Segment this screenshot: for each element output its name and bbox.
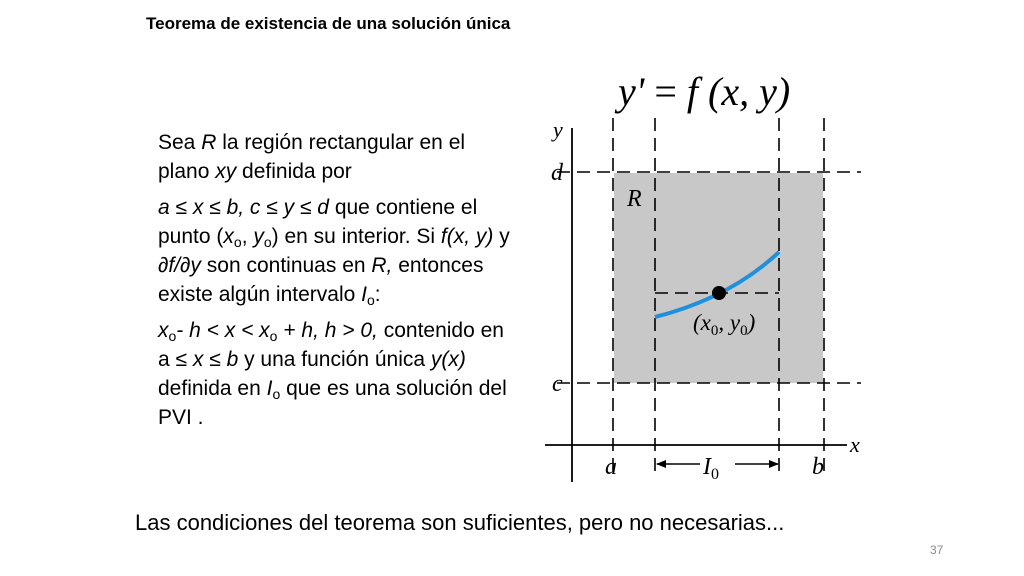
text-run: Sea <box>158 131 202 154</box>
text-run: y una función única <box>238 348 431 371</box>
point-label-part: , y <box>718 310 741 335</box>
solution-symbol: y(x) <box>430 348 466 371</box>
y-symbol: y <box>253 225 264 248</box>
theorem-paragraph-3 <box>158 316 518 432</box>
subscript: o <box>263 234 272 250</box>
text-run: son continuas en <box>200 254 372 277</box>
partial-derivative: ∂f/∂y <box>158 254 201 277</box>
text-run: que contiene el punto ( <box>158 196 478 248</box>
subscript: o <box>272 386 281 402</box>
theorem-paragraph-2 <box>158 193 518 309</box>
interval-symbol: I <box>266 377 273 400</box>
interval-arrowhead-left <box>656 460 666 468</box>
interval-subscript: 0 <box>711 466 719 483</box>
text-run: definida por <box>236 160 352 183</box>
function-symbol: f(x, y) <box>440 225 494 248</box>
equation-args: (x, y) <box>708 69 791 114</box>
point-label-part: (x <box>693 310 711 335</box>
text-run: : <box>374 283 381 306</box>
theorem-text <box>158 128 518 439</box>
text-run: entonces existe algún intervalo <box>158 254 484 306</box>
region-condition: a ≤ x ≤ b, c ≤ y ≤ d <box>158 196 329 219</box>
interval-arrowhead-right <box>769 460 779 468</box>
theorem-paragraph-1 <box>158 128 518 186</box>
text-run: definida en <box>158 377 267 400</box>
subscript: o <box>233 234 242 250</box>
a-label: a <box>605 454 617 480</box>
subscript: o <box>168 328 177 344</box>
text-run: , <box>241 225 254 248</box>
c-label: c <box>552 371 563 397</box>
equation-equals: = <box>654 69 677 114</box>
existence-region-diagram <box>535 110 875 490</box>
region-symbol: R <box>201 131 217 154</box>
region-label: R <box>627 186 642 212</box>
text-run: ) en su interior. Si <box>271 225 441 248</box>
text-run: que es una solución del PVI . <box>158 377 507 429</box>
interval-expression: ≤ x ≤ b <box>175 348 239 371</box>
interval-symbol: I <box>361 283 367 306</box>
point-subscript: 0 <box>740 323 748 339</box>
x-symbol: x <box>158 319 169 342</box>
interval-label <box>702 454 719 483</box>
slide-title: Teorema de existencia de una solución única <box>146 14 511 33</box>
ode-equation <box>618 68 790 115</box>
subscript: o <box>269 328 278 344</box>
y-axis-label: y <box>553 117 563 142</box>
text-run: y <box>493 225 510 248</box>
x-axis-label: x <box>850 432 860 457</box>
text-run: la región rectangular en el plano <box>158 131 466 183</box>
interval-letter: I <box>703 454 711 480</box>
plane-symbol: xy <box>215 160 237 183</box>
subscript: o <box>366 292 375 308</box>
d-label: d <box>551 160 563 186</box>
equation-lhs: y' <box>618 69 645 114</box>
region-symbol: R, <box>371 254 393 277</box>
region-r <box>614 173 823 383</box>
interval-expression: + h, h > 0, <box>277 319 378 342</box>
page-number: 37 <box>930 543 944 557</box>
initial-point <box>712 286 726 300</box>
equation-f: f <box>686 69 698 114</box>
interval-expression: - h < x < x <box>176 319 270 342</box>
x-symbol: x <box>223 225 234 248</box>
text-run: contenido en a <box>158 319 504 371</box>
b-label: b <box>812 454 824 480</box>
point-label-part: ) <box>747 310 756 335</box>
point-subscript: 0 <box>710 323 719 339</box>
footer-note: Las condiciones del teorema son suficientes, pero no necesarias... <box>135 510 785 535</box>
